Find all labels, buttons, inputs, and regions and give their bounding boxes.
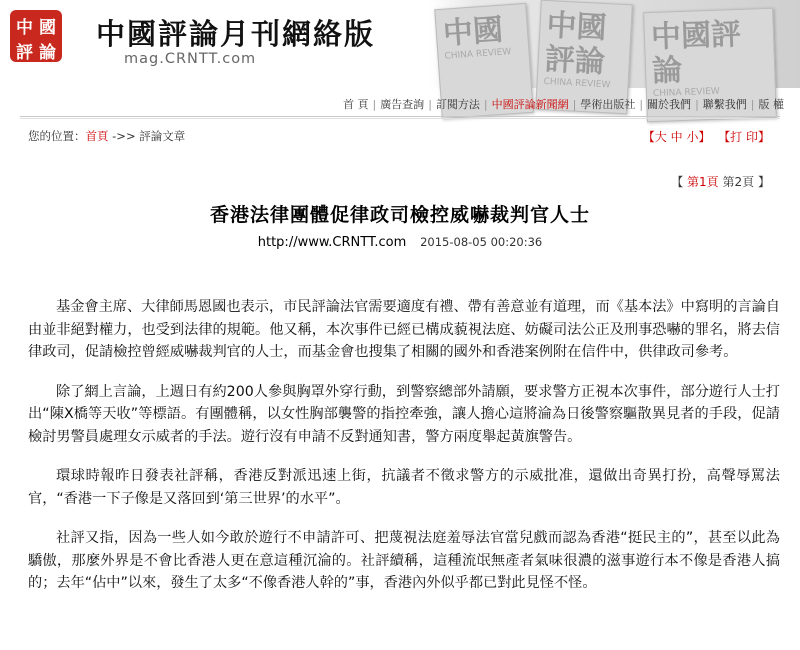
magazine-banner (430, 0, 800, 100)
nav-about[interactable]: 關於我們 (647, 98, 692, 111)
logo-char: 中 (16, 18, 33, 38)
logo-char: 論 (39, 43, 56, 63)
breadcrumb-home[interactable]: 首頁 (85, 129, 109, 143)
article-timestamp: 2015-08-05 00:20:36 (420, 235, 543, 249)
article-source: http://www.CRNTT.com (257, 235, 407, 250)
article-meta (0, 235, 800, 250)
top-nav: 首 頁 | 廣告查詢 | 訂閱方法 | 中國評論新聞網 | 學術出版社 | 關於我們 | 聯繫我們 | 版 權 (342, 98, 784, 111)
nav-ads[interactable]: 廣告查詢 (380, 98, 425, 111)
article-paragraph: 社評又指，因為一些人如今敢於遊行不申請許可、把蔑視法庭羞辱法官當兒戲而認為香港“挺民主的”，甚至以此為驕傲，那麼外界是不會比香港人更在意這種沉淪的。社評續稱，這種流氓無產者氣味很濃的滋事遊行本不像是香港人搞的；去年“佔中”以來，發生了太多“不像香港人幹的”事，香港內外似乎都已對此見怪不怪。 (28, 530, 780, 591)
article-paragraph: 基金會主席、大律師馬恩國也表示，市民評論法官需要適度有禮、帶有善意並有道理，而《基本法》中寫明的言論自由並非絕對權力，也受到法律的規範。他又稱，本次事件已經已構成藐視法庭、妨礙司法公正及刑事恐嚇的罪名，將去信律政司，促請檢控曾經威嚇裁判官的人士，而基金會也搜集了相關的國外和香港案例附在信件中，供律政司參考。 (28, 299, 780, 360)
page-2-link[interactable]: 第2頁 (722, 175, 755, 189)
nav-home[interactable]: 首 頁 (342, 98, 369, 111)
font-medium-button[interactable]: 中 (670, 130, 683, 144)
print-button[interactable]: 打 印 (730, 130, 758, 144)
magazine-cover: 中國評論 CHINA REVIEW (535, 0, 633, 114)
magazine-cover: 中國評論 CHINA REVIEW (643, 8, 777, 122)
breadcrumb-arrow: ->> (108, 129, 140, 143)
site-url: mag.CRNTT.com (124, 51, 257, 67)
font-large-button[interactable]: 大 (654, 130, 667, 144)
nav-crntt[interactable]: 中國評論新聞網 (491, 98, 569, 111)
logo-char: 評 (16, 43, 33, 63)
magazine-cover: 中國 CHINA REVIEW (434, 3, 533, 119)
breadcrumb-prefix: 您的位置： (28, 129, 86, 143)
font-small-button[interactable]: 小 (686, 130, 699, 144)
nav-contact[interactable]: 聯繫我們 (702, 98, 747, 111)
article-paragraph: 除了網上言論，上週日有約200人參與胸罩外穿行動，到警察總部外請願，要求警方正視本次事件，部分遊行人士打出“陳X橋等天收”等標語。有團體稱，以女性胸部襲警的指控牽強，讓人擔心這將淪為日後警察驅散異見者的手段，促請檢討男警員處理女示威者的手法。遊行沒有申請不反對通知書，警方兩度舉起黃旗警告。 (28, 383, 780, 445)
nav-academic-press[interactable]: 學術出版社 (580, 98, 636, 111)
pagination: 【 第1頁 第2頁 】 (671, 175, 770, 189)
site-title: 中國評論月刊網絡版 (96, 17, 376, 51)
logo-char: 國 (39, 18, 56, 38)
breadcrumb-current: 評論文章 (139, 129, 186, 143)
article-body (28, 296, 780, 612)
divider (20, 118, 780, 119)
nav-copyright[interactable]: 版 權 (758, 98, 784, 111)
article-headline: 香港法律團體促律政司檢控威嚇裁判官人士 (209, 204, 590, 226)
article-tools: 【大 中 小】 【打 印】 (642, 130, 770, 144)
article-paragraph: 環球時報昨日發表社評稱，香港反對派迅速上街，抗議者不徵求警方的示威批准，還做出奇異打扮，高聲辱罵法官，“香港一下子像是又落回到‘第三世界’的水平”。 (28, 468, 780, 507)
page-1-link[interactable]: 第1頁 (687, 175, 719, 189)
breadcrumb (28, 128, 185, 144)
nav-subscribe[interactable]: 訂閱方法 (435, 98, 480, 111)
divider (20, 116, 780, 117)
site-header (0, 0, 800, 100)
site-logo[interactable] (10, 10, 62, 62)
